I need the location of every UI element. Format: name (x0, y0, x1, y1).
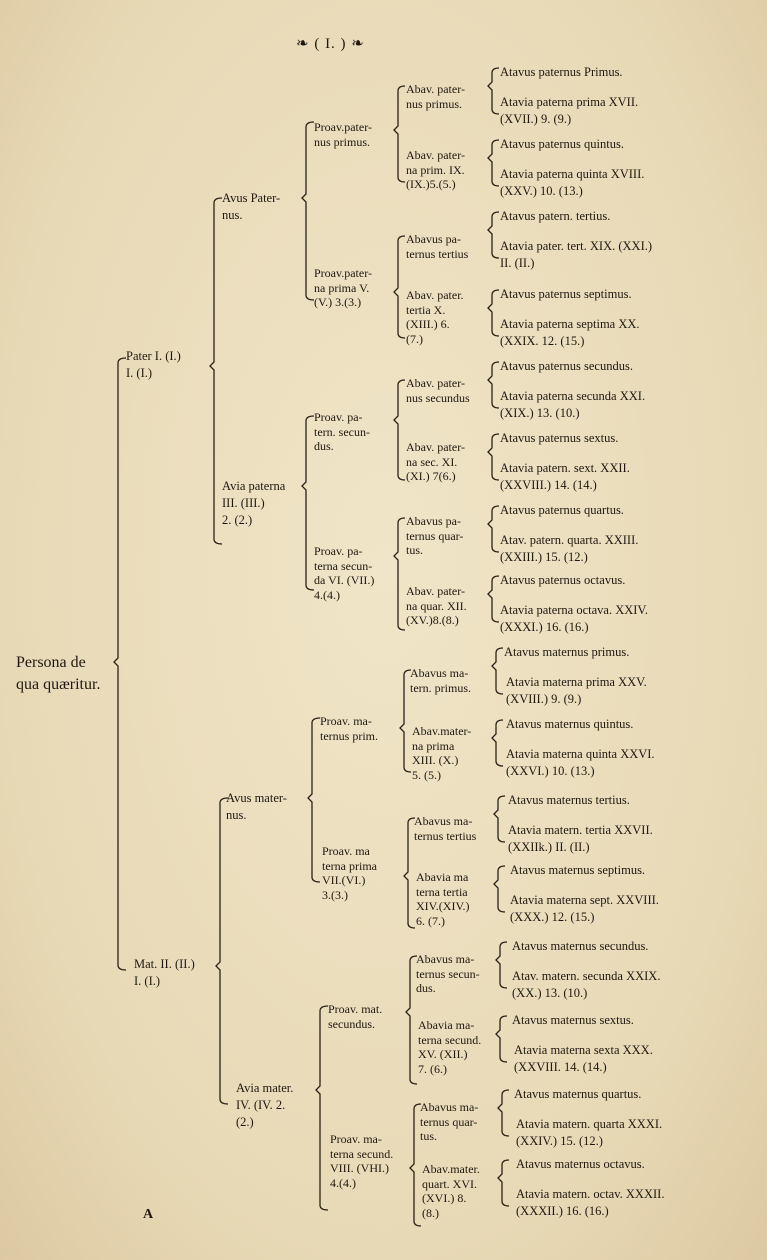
gen4-label-8: Abav. pater- na quar. XII. (XV.)8.(8.) (406, 584, 467, 627)
gen3-label-5: Proav. ma- ternus prim. (320, 714, 378, 743)
gen3-label-3: Proav. pa- tern. secun- dus. (314, 410, 370, 453)
brace-line (488, 290, 499, 336)
gen5-label-12: Atavia patern. sext. XXII. (XXVIII.) 14. (14.) (500, 461, 630, 492)
gen3-label-6: Proav. ma terna prima VII.(VI.) 3.(3.) (322, 844, 377, 902)
gen5-label-4: Atavia paterna quinta XVIII. (XXV.) 10. (13.) (500, 167, 645, 198)
gen4-label-15: Abavus ma- ternus quar- tus. (420, 1100, 479, 1143)
gen4-label-12: Abavia ma terna tertia XIV.(XIV.) 6. (7.) (416, 870, 470, 928)
brace-line (496, 1016, 507, 1062)
signature-mark: A (143, 1207, 154, 1222)
gen2-label-2: Avia paterna III. (III.) 2. (2.) (222, 479, 286, 527)
gen5-label-14: Atav. patern. quarta. XXIII. (XXIII.) 15. (12.) (500, 533, 639, 564)
gen5-label-11: Atavus paternus sextus. (500, 431, 619, 445)
gen5-label-5: Atavus patern. tertius. (500, 209, 611, 223)
brace-line (394, 518, 405, 630)
gen5-label-29: Atavus maternus quartus. (514, 1087, 642, 1101)
gen5-label-27: Atavus maternus sextus. (512, 1013, 634, 1027)
gen4-label-16: Abav.mater. quart. XVI. (XVI.) 8. (8.) (422, 1162, 480, 1220)
brace-line (394, 86, 405, 182)
brace-line (394, 236, 405, 338)
gen5-label-15: Atavus paternus octavus. (500, 573, 626, 587)
brace-line (394, 380, 405, 480)
gen5-label-7: Atavus paternus septimus. (500, 287, 632, 301)
gen1-label-2: Mat. II. (II.) I. (I.) (134, 957, 195, 988)
brace-line (498, 1090, 509, 1136)
gen4-label-2: Abav. pater- na prim. IX. (IX.)5.(5.) (406, 148, 465, 191)
brace-line (308, 718, 320, 882)
gen5-label-13: Atavus paternus quartus. (500, 503, 624, 517)
gen5-label-32: Atavia matern. octav. XXXII. (XXXII.) 16. (16.) (516, 1187, 665, 1218)
root-label: Persona de qua quæritur. (16, 654, 101, 693)
gen4-label-14: Abavia ma- terna secund. XV. (XII.) 7. (6.) (418, 1018, 482, 1076)
brace-line (494, 796, 505, 842)
gen4-label-7: Abavus pa- ternus quar- tus. (406, 514, 464, 557)
gen5-label-8: Atavia paterna septima XX. (XXIX. 12. (15.) (500, 317, 640, 348)
gen3-label-7: Proav. mat. secundus. (328, 1002, 383, 1031)
brace-line (496, 942, 507, 988)
gen5-label-30: Atavia matern. quarta XXXI. (XXIV.) 15. (12.) (516, 1117, 663, 1148)
brace-line (488, 506, 499, 552)
gen4-label-6: Abav. pater- na sec. XI. (XI.) 7(6.) (406, 440, 465, 483)
gen4-label-9: Abavus ma- tern. primus. (410, 666, 471, 695)
gen4-label-4: Abav. pater. tertia X. (XIII.) 6. (7.) (406, 288, 464, 346)
gen5-label-2: Atavia paterna prima XVII. (XVII.) 9. (9.) (500, 95, 639, 126)
brace-line (488, 434, 499, 480)
gen5-label-22: Atavia matern. tertia XXVII. (XXIIk.) II. (II.) (508, 823, 653, 854)
gen5-label-23: Atavus maternus septimus. (510, 863, 646, 877)
brace-line (316, 1006, 328, 1210)
brace-line (492, 648, 503, 694)
brace-line (302, 122, 314, 300)
gen4-label-11: Abavus ma- ternus tertius (414, 814, 477, 843)
gen5-label-31: Atavus maternus octavus. (516, 1157, 645, 1171)
gen5-label-19: Atavus maternus quintus. (506, 717, 634, 731)
gen3-label-4: Proav. pa- terna secun- da VI. (VII.) 4.(4.) (314, 544, 375, 602)
gen5-label-3: Atavus paternus quintus. (500, 137, 624, 151)
gen2-label-1: Avus Pater- nus. (222, 191, 281, 222)
gen1-label-1: Pater I. (I.) I. (I.) (126, 349, 181, 380)
gen5-label-6: Atavia pater. tert. XIX. (XXI.) II. (II.) (500, 239, 653, 270)
gen3-label-2: Proav.pater- na prima V. (V.) 3.(3.) (314, 266, 372, 309)
gen5-label-20: Atavia materna quinta XXVI. (XXVI.) 10. (13.) (506, 747, 655, 778)
brace-line (488, 362, 499, 408)
gen5-label-9: Atavus paternus secundus. (500, 359, 633, 373)
brace-line (488, 576, 499, 622)
gen5-label-28: Atavia materna sexta XXX. (XXVIII. 14. (14.) (514, 1043, 653, 1074)
gen3-label-8: Proav. ma- terna secund. VIII. (VHI.) 4.(4.) (330, 1132, 394, 1190)
brace-line (210, 198, 222, 544)
brace-line (302, 416, 314, 590)
gen4-label-13: Abavus ma- ternus secun- dus. (416, 952, 480, 995)
gen5-label-24: Atavia materna sept. XXVIII. (XXX.) 12. (15.) (510, 893, 659, 924)
page-header: ❧ ( I. ) ❧ (296, 36, 365, 52)
gen5-label-18: Atavia materna prima XXV. (XVIII.) 9. (9.) (506, 675, 647, 706)
brace-line (488, 212, 499, 258)
gen4-label-1: Abav. pater- nus primus. (406, 82, 465, 111)
brace-line (498, 1160, 509, 1206)
gen5-label-21: Atavus maternus tertius. (508, 793, 630, 807)
brace-line (216, 798, 228, 1104)
gen5-label-26: Atav. matern. secunda XXIX. (XX.) 13. (10.) (512, 969, 661, 1000)
brace-line (492, 720, 503, 766)
gen4-label-3: Abavus pa- ternus tertius (406, 232, 469, 261)
gen5-label-17: Atavus maternus primus. (504, 645, 630, 659)
gen5-label-16: Atavia paterna octava. XXIV. (XXXI.) 16. (16.) (500, 603, 648, 634)
gen5-label-25: Atavus maternus secundus. (512, 939, 649, 953)
brace-line (488, 68, 499, 114)
brace-line (494, 866, 505, 912)
gen4-label-5: Abav. pater- nus secundus (406, 376, 470, 405)
brace-line (488, 140, 499, 186)
gen2-label-4: Avia mater. IV. (IV. 2. (2.) (236, 1081, 294, 1129)
brace-line (114, 358, 126, 970)
gen3-label-1: Proav.pater- nus primus. (314, 120, 372, 149)
gen4-label-10: Abav.mater- na prima XIII. (X.) 5. (5.) (412, 724, 472, 782)
gen5-label-10: Atavia paterna secunda XXI. (XIX.) 13. (10.) (500, 389, 646, 420)
gen2-label-3: Avus mater- nus. (226, 791, 287, 822)
gen5-label-1: Atavus paternus Primus. (500, 65, 623, 79)
